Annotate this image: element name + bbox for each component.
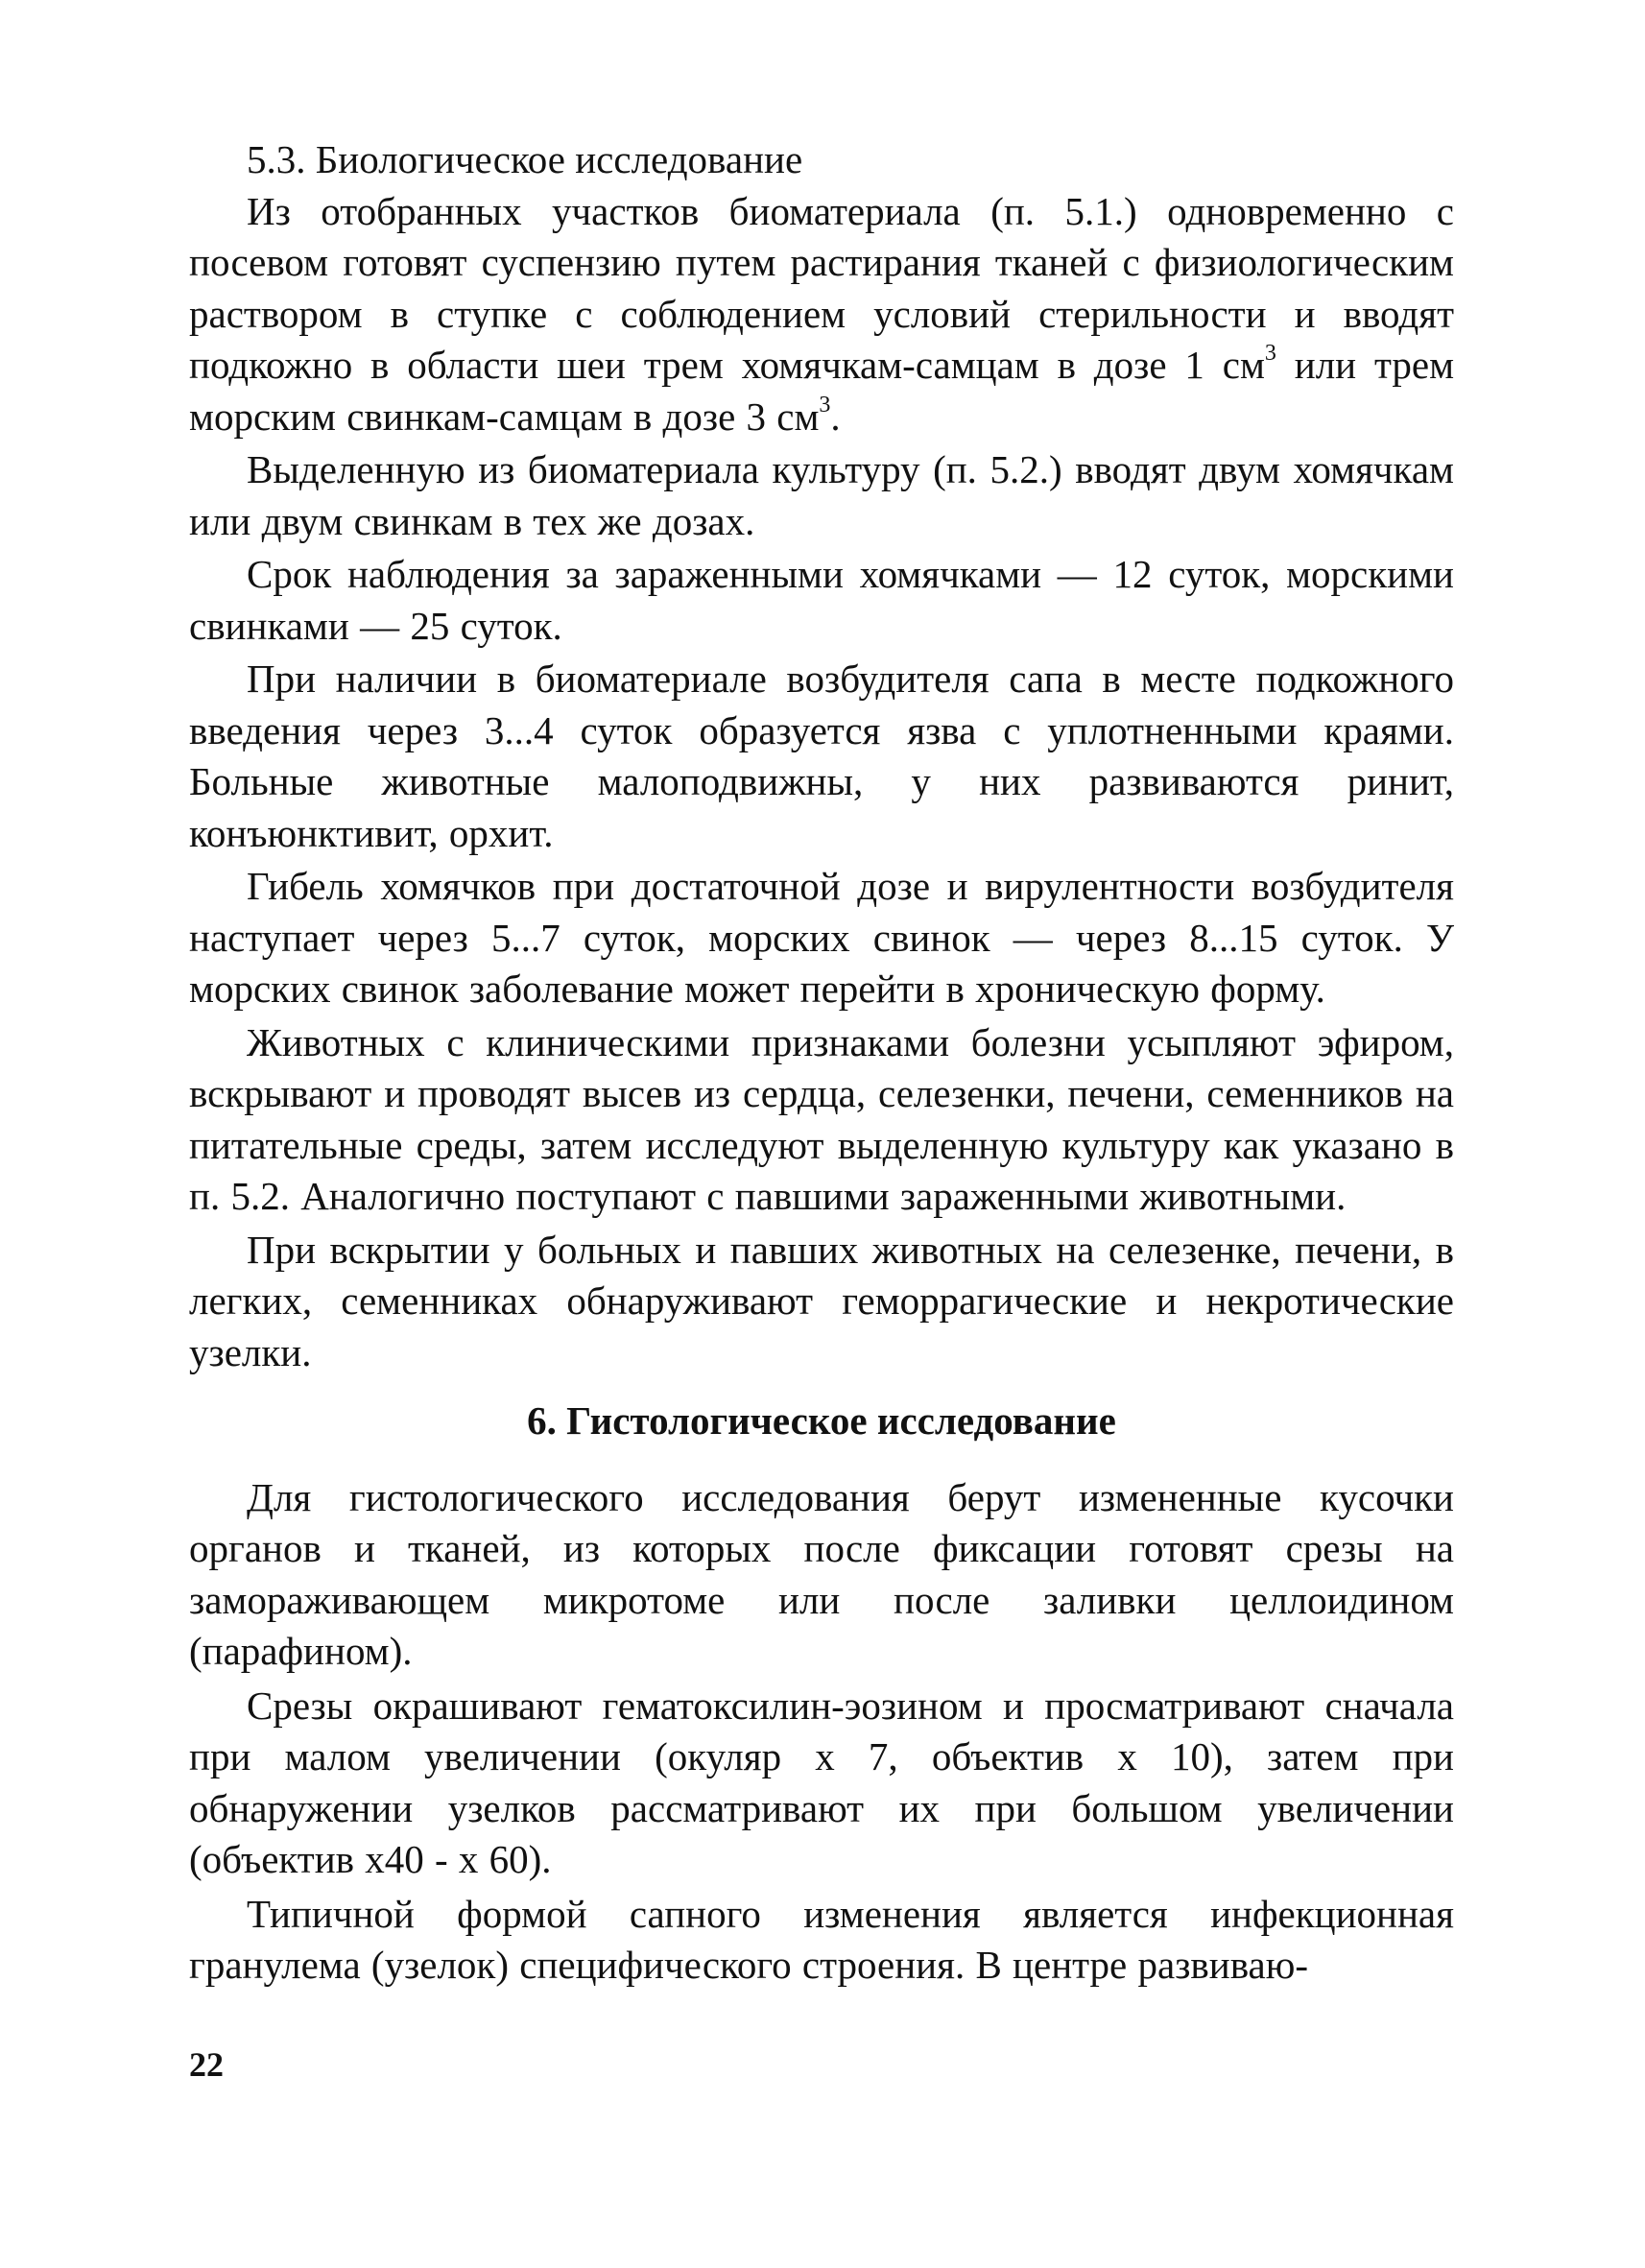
paragraph-53-5: Гибель хомячков при достаточной дозе и вирулентности возбудителя наступает через 5...7 суток, морских свинок — через 8...15 суток. У морских свинок заболевание может перейти в хроническую форму. xyxy=(189,864,1454,1011)
superscript-cube-1: 3 xyxy=(1264,341,1276,367)
paragraph-53-1-text-a: Из отобранных участков биоматериала (п. 5.1.) одновременно с посевом готовят суспензию путем растирания тканей с физиологическим раствором в ступке с соблюдением условий стерильности и вводят подкожно в области шеи трем хомячкам-самцам в дозе 1 см xyxy=(189,188,1454,387)
superscript-cube-2: 3 xyxy=(819,392,831,418)
section-heading: 6. Гистологическое исследование xyxy=(527,1398,1116,1443)
paragraph-53-4: При наличии в биоматериале возбудителя сапа в месте подкожного введения через 3...4 суток образуется язва с уплотненными краями. Больные животные малоподвижны, у них развиваются ринит, конъюнктивит, орхит. xyxy=(189,657,1454,855)
subsection-heading: 5.3. Биологическое исследование xyxy=(247,137,803,181)
paragraph-53-3: Срок наблюдения за зараженными хомячками — 12 суток, морскими свинками — 25 суток. xyxy=(189,552,1454,648)
paragraph-53-1-text-b: или трем морским свинкам-самцам в дозе 3 см xyxy=(189,343,1455,439)
paragraph-53-1-text-c: . xyxy=(830,394,841,439)
paragraph-53-6: Животных с клиническими признаками болезни усыпляют эфиром, вскрывают и проводят высев из сердца, селезенки, печени, семенников на питательные среды, затем исследуют выделенную культуру как указано в п. 5.2. Аналогично поступают с павшими зараженными животными. xyxy=(189,1019,1454,1218)
paragraph-53-2: Выделенную из биоматериала культуру (п. 5.2.) вводят двум хомячкам или двум свинкам в тех же дозах. xyxy=(189,447,1454,543)
paragraph-53-7: При вскрытии у больных и павших животных на селезенке, печени, в легких, семенниках обнаруживают геморрагические и некротические узелки. xyxy=(189,1227,1454,1374)
page-number: 22 xyxy=(189,2045,224,2084)
paragraph-6-3: Типичной формой сапного изменения является инфекционная гранулема (узелок) специфического строения. В центре развиваю- xyxy=(189,1891,1454,1987)
paragraph-6-1: Для гистологического исследования берут измененные кусочки органов и тканей, из которых после фиксации готовят срезы на замораживающем микротоме или после заливки целлоидином (парафином). xyxy=(189,1474,1454,1673)
paragraph-6-2: Срезы окрашивают гематоксилин-эозином и просматривают сначала при малом увеличении (окуляр х 7, объектив х 10), затем при обнаружении узелков рассматривают их при большом увеличении (объектив х40 - х 60). xyxy=(189,1683,1454,1881)
page-content xyxy=(189,134,1454,1992)
paragraph-53-1 xyxy=(189,186,1454,443)
